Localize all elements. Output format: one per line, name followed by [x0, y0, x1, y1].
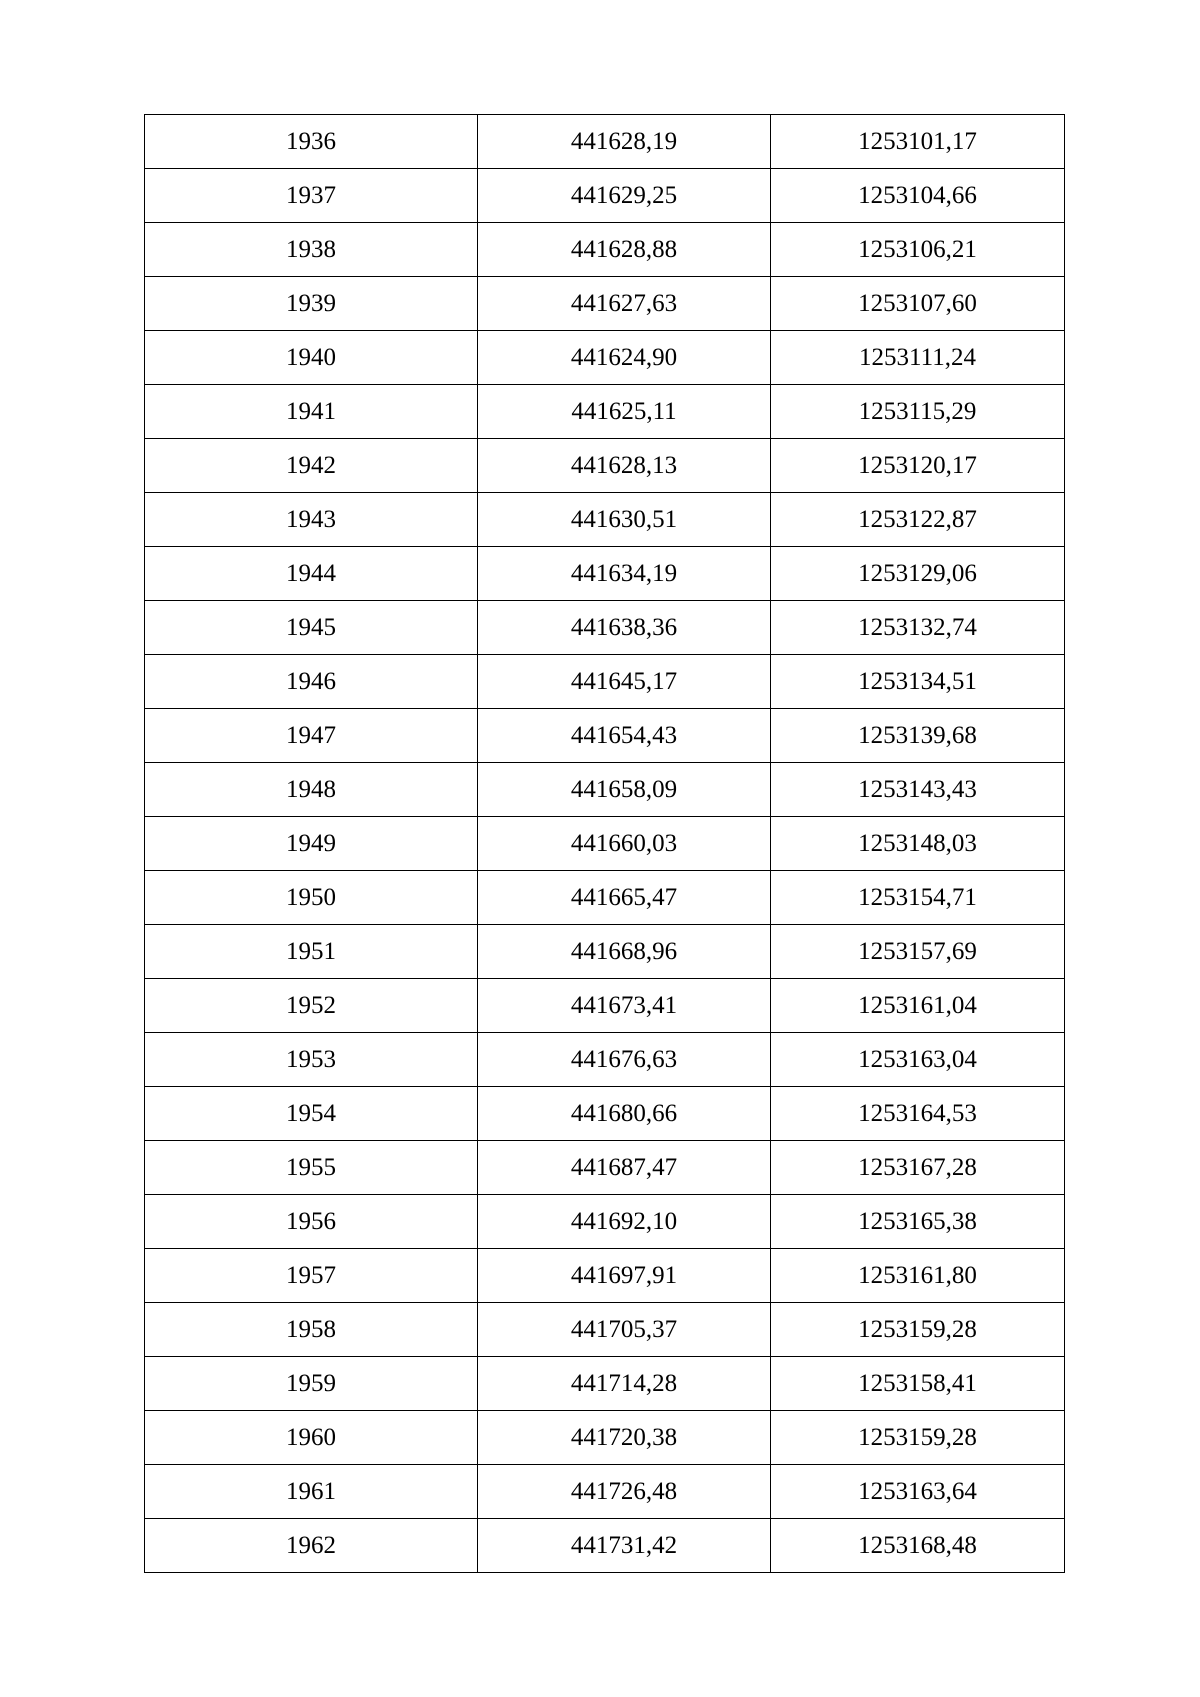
point-number-cell: 1955: [145, 1141, 478, 1195]
y-coordinate-cell: 1253161,80: [771, 1249, 1065, 1303]
y-coordinate-cell: 1253104,66: [771, 169, 1065, 223]
point-number-cell: 1952: [145, 979, 478, 1033]
x-coordinate-cell: 441638,36: [478, 601, 771, 655]
y-coordinate-cell: 1253163,04: [771, 1033, 1065, 1087]
table-row: [145, 925, 1065, 979]
point-number-cell: 1945: [145, 601, 478, 655]
x-coordinate-cell: 441668,96: [478, 925, 771, 979]
y-coordinate-cell: 1253148,03: [771, 817, 1065, 871]
x-coordinate-cell: 441726,48: [478, 1465, 771, 1519]
x-coordinate-cell: 441628,13: [478, 439, 771, 493]
point-number-cell: 1947: [145, 709, 478, 763]
point-number-cell: 1954: [145, 1087, 478, 1141]
x-coordinate-cell: 441665,47: [478, 871, 771, 925]
table-row: [145, 1033, 1065, 1087]
point-number-cell: 1961: [145, 1465, 478, 1519]
table-row: [145, 1411, 1065, 1465]
y-coordinate-cell: 1253168,48: [771, 1519, 1065, 1573]
coordinates-table-body: [145, 115, 1065, 1573]
x-coordinate-cell: 441658,09: [478, 763, 771, 817]
y-coordinate-cell: 1253157,69: [771, 925, 1065, 979]
y-coordinate-cell: 1253161,04: [771, 979, 1065, 1033]
y-coordinate-cell: 1253106,21: [771, 223, 1065, 277]
point-number-cell: 1941: [145, 385, 478, 439]
y-coordinate-cell: 1253159,28: [771, 1303, 1065, 1357]
point-number-cell: 1946: [145, 655, 478, 709]
y-coordinate-cell: 1253111,24: [771, 331, 1065, 385]
point-number-cell: 1937: [145, 169, 478, 223]
y-coordinate-cell: 1253163,64: [771, 1465, 1065, 1519]
point-number-cell: 1944: [145, 547, 478, 601]
point-number-cell: 1948: [145, 763, 478, 817]
table-row: [145, 709, 1065, 763]
x-coordinate-cell: 441660,03: [478, 817, 771, 871]
table-row: [145, 331, 1065, 385]
x-coordinate-cell: 441680,66: [478, 1087, 771, 1141]
x-coordinate-cell: 441654,43: [478, 709, 771, 763]
point-number-cell: 1951: [145, 925, 478, 979]
y-coordinate-cell: 1253107,60: [771, 277, 1065, 331]
table-row: [145, 763, 1065, 817]
y-coordinate-cell: 1253134,51: [771, 655, 1065, 709]
y-coordinate-cell: 1253143,43: [771, 763, 1065, 817]
table-row: [145, 1249, 1065, 1303]
x-coordinate-cell: 441624,90: [478, 331, 771, 385]
table-row: [145, 169, 1065, 223]
table-row: [145, 493, 1065, 547]
x-coordinate-cell: 441630,51: [478, 493, 771, 547]
table-row: [145, 655, 1065, 709]
point-number-cell: 1938: [145, 223, 478, 277]
x-coordinate-cell: 441634,19: [478, 547, 771, 601]
table-row: [145, 1141, 1065, 1195]
x-coordinate-cell: 441687,47: [478, 1141, 771, 1195]
x-coordinate-cell: 441720,38: [478, 1411, 771, 1465]
table-row: [145, 1087, 1065, 1141]
x-coordinate-cell: 441628,19: [478, 115, 771, 169]
x-coordinate-cell: 441645,17: [478, 655, 771, 709]
table-row: [145, 547, 1065, 601]
table-row: [145, 1303, 1065, 1357]
point-number-cell: 1956: [145, 1195, 478, 1249]
x-coordinate-cell: 441628,88: [478, 223, 771, 277]
x-coordinate-cell: 441627,63: [478, 277, 771, 331]
table-row: [145, 115, 1065, 169]
point-number-cell: 1942: [145, 439, 478, 493]
x-coordinate-cell: 441692,10: [478, 1195, 771, 1249]
x-coordinate-cell: 441705,37: [478, 1303, 771, 1357]
y-coordinate-cell: 1253158,41: [771, 1357, 1065, 1411]
y-coordinate-cell: 1253164,53: [771, 1087, 1065, 1141]
x-coordinate-cell: 441697,91: [478, 1249, 771, 1303]
x-coordinate-cell: 441673,41: [478, 979, 771, 1033]
y-coordinate-cell: 1253139,68: [771, 709, 1065, 763]
y-coordinate-cell: 1253154,71: [771, 871, 1065, 925]
y-coordinate-cell: 1253120,17: [771, 439, 1065, 493]
table-row: [145, 439, 1065, 493]
point-number-cell: 1950: [145, 871, 478, 925]
x-coordinate-cell: 441731,42: [478, 1519, 771, 1573]
y-coordinate-cell: 1253159,28: [771, 1411, 1065, 1465]
y-coordinate-cell: 1253132,74: [771, 601, 1065, 655]
table-row: [145, 277, 1065, 331]
x-coordinate-cell: 441714,28: [478, 1357, 771, 1411]
table-row: [145, 601, 1065, 655]
coordinates-table: [144, 114, 1065, 1573]
table-row: [145, 1195, 1065, 1249]
x-coordinate-cell: 441629,25: [478, 169, 771, 223]
point-number-cell: 1943: [145, 493, 478, 547]
point-number-cell: 1953: [145, 1033, 478, 1087]
x-coordinate-cell: 441625,11: [478, 385, 771, 439]
point-number-cell: 1940: [145, 331, 478, 385]
table-row: [145, 979, 1065, 1033]
y-coordinate-cell: 1253115,29: [771, 385, 1065, 439]
table-row: [145, 871, 1065, 925]
table-row: [145, 385, 1065, 439]
y-coordinate-cell: 1253122,87: [771, 493, 1065, 547]
point-number-cell: 1962: [145, 1519, 478, 1573]
y-coordinate-cell: 1253165,38: [771, 1195, 1065, 1249]
table-row: [145, 1465, 1065, 1519]
point-number-cell: 1960: [145, 1411, 478, 1465]
point-number-cell: 1957: [145, 1249, 478, 1303]
table-row: [145, 1519, 1065, 1573]
y-coordinate-cell: 1253101,17: [771, 115, 1065, 169]
table-row: [145, 817, 1065, 871]
point-number-cell: 1936: [145, 115, 478, 169]
x-coordinate-cell: 441676,63: [478, 1033, 771, 1087]
table-row: [145, 1357, 1065, 1411]
y-coordinate-cell: 1253129,06: [771, 547, 1065, 601]
point-number-cell: 1939: [145, 277, 478, 331]
point-number-cell: 1949: [145, 817, 478, 871]
point-number-cell: 1958: [145, 1303, 478, 1357]
table-row: [145, 223, 1065, 277]
y-coordinate-cell: 1253167,28: [771, 1141, 1065, 1195]
point-number-cell: 1959: [145, 1357, 478, 1411]
